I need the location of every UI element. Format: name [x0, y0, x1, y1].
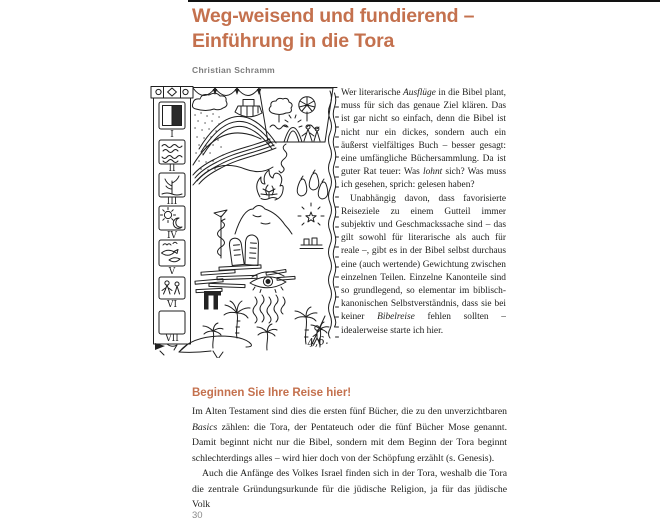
intro-paragraph-1	[341, 87, 506, 193]
text-run: Unabhängig davon, dass favorisierte Reiseziele zu einem Gutteil immer subjektiv und Geschmackssache sind – das gilt sowohl für literarische als auch für reale –, gibt es in der Bibel selbst durchaus eine (auch wertende) Gewichtung zwischen einzelnen Teilen. Einzelne Kanonteile sind so grundlegend, so elementar im biblisch-kanonischen Selbstverständnis, dass sie bei keiner	[341, 193, 506, 323]
emphasis-lohnt: lohnt	[422, 167, 443, 178]
whale-fish	[179, 336, 251, 358]
intro-paragraph-2	[341, 193, 506, 338]
section-heading: Beginnen Sie Ihre Reise hier!	[192, 387, 352, 399]
text-run: in die Bibel plant, muss für sich das genaue Ziel klären. Das ist gar nicht so einfach, denn die Bibel ist nicht nur ein dickes, sondern auch ein äußerst vielfältiges Buch – besser gesagt: eine umfängliche Büchersammlung. Da ist guter Rat teuer: Was	[341, 88, 506, 178]
text-run: fehlen sollten – idealerweise starte ich hier.	[341, 312, 506, 336]
text-run: Wer literarische	[341, 88, 404, 98]
top-edge-rule	[188, 0, 660, 2]
creation-day-numeral: III	[166, 197, 178, 207]
section-paragraph-1	[192, 404, 507, 466]
creation-day-numeral: I	[170, 130, 174, 140]
manna-sacks	[297, 170, 328, 199]
eden-garden	[259, 88, 333, 173]
serpent	[279, 144, 287, 173]
text-run: Im Alten Testament sind dies die ersten fünf Bücher, die zu den unverzichtbaren	[192, 406, 507, 417]
burning-bush-sinai	[235, 170, 292, 234]
page-number: 30	[192, 510, 203, 521]
bronze-serpent-pole	[214, 210, 227, 258]
intro-column	[341, 87, 506, 338]
creation-day-numeral: VII	[165, 334, 179, 344]
title-line-2: Einführung in die Tora	[192, 29, 395, 52]
creation-day-numeral: VI	[166, 300, 178, 310]
emphasis-basics: Basics	[192, 421, 218, 433]
torah-map-illustration	[149, 85, 339, 358]
tablets-of-law	[195, 235, 295, 293]
noah-ark-scene	[192, 93, 276, 185]
page-title	[192, 4, 642, 53]
creation-day-numeral: V	[168, 267, 176, 277]
artist-signature: 4,6.	[306, 333, 330, 350]
title-line-1: Weg-weisend und fundierend –	[192, 5, 475, 27]
author-name: Christian Schramm	[192, 65, 276, 75]
creation-day-numeral: II	[168, 164, 176, 174]
text-run: sich? Was muss ich gesehen, sprich: gelesen haben?	[341, 167, 507, 191]
hebrew-letter	[204, 291, 221, 310]
jordan-river-edge	[329, 91, 339, 338]
text-run: zählen: die Tora, der Pentateuch oder die fünf Bücher Mose genannt. Damit beginnt nicht nur die Bibel, sondern mit dem Beginn der Tora beginnt schlechterdings alles – wird hier doch von der Schöpfung erzählt (s. Genesis).	[192, 421, 507, 464]
creation-day-numeral: IV	[166, 231, 178, 241]
emphasis-ausfluege: Ausflüge	[403, 88, 436, 98]
strip-end-mark	[155, 343, 177, 355]
section-block	[192, 387, 507, 513]
creation-days-strip	[151, 87, 193, 356]
star-and-altar	[298, 203, 324, 249]
emphasis-bibelreise: Bibelreise	[377, 312, 415, 323]
top-border	[193, 88, 337, 96]
section-paragraph-2: Auch die Anfänge des Volkes Israel finden sich in der Tora, weshalb die Tora die zentrale Gründungsurkunde für die jüdische Religion, ja für das jüdische Volk	[192, 468, 507, 510]
torah-map-svg	[149, 85, 339, 358]
water-waves	[253, 295, 285, 323]
